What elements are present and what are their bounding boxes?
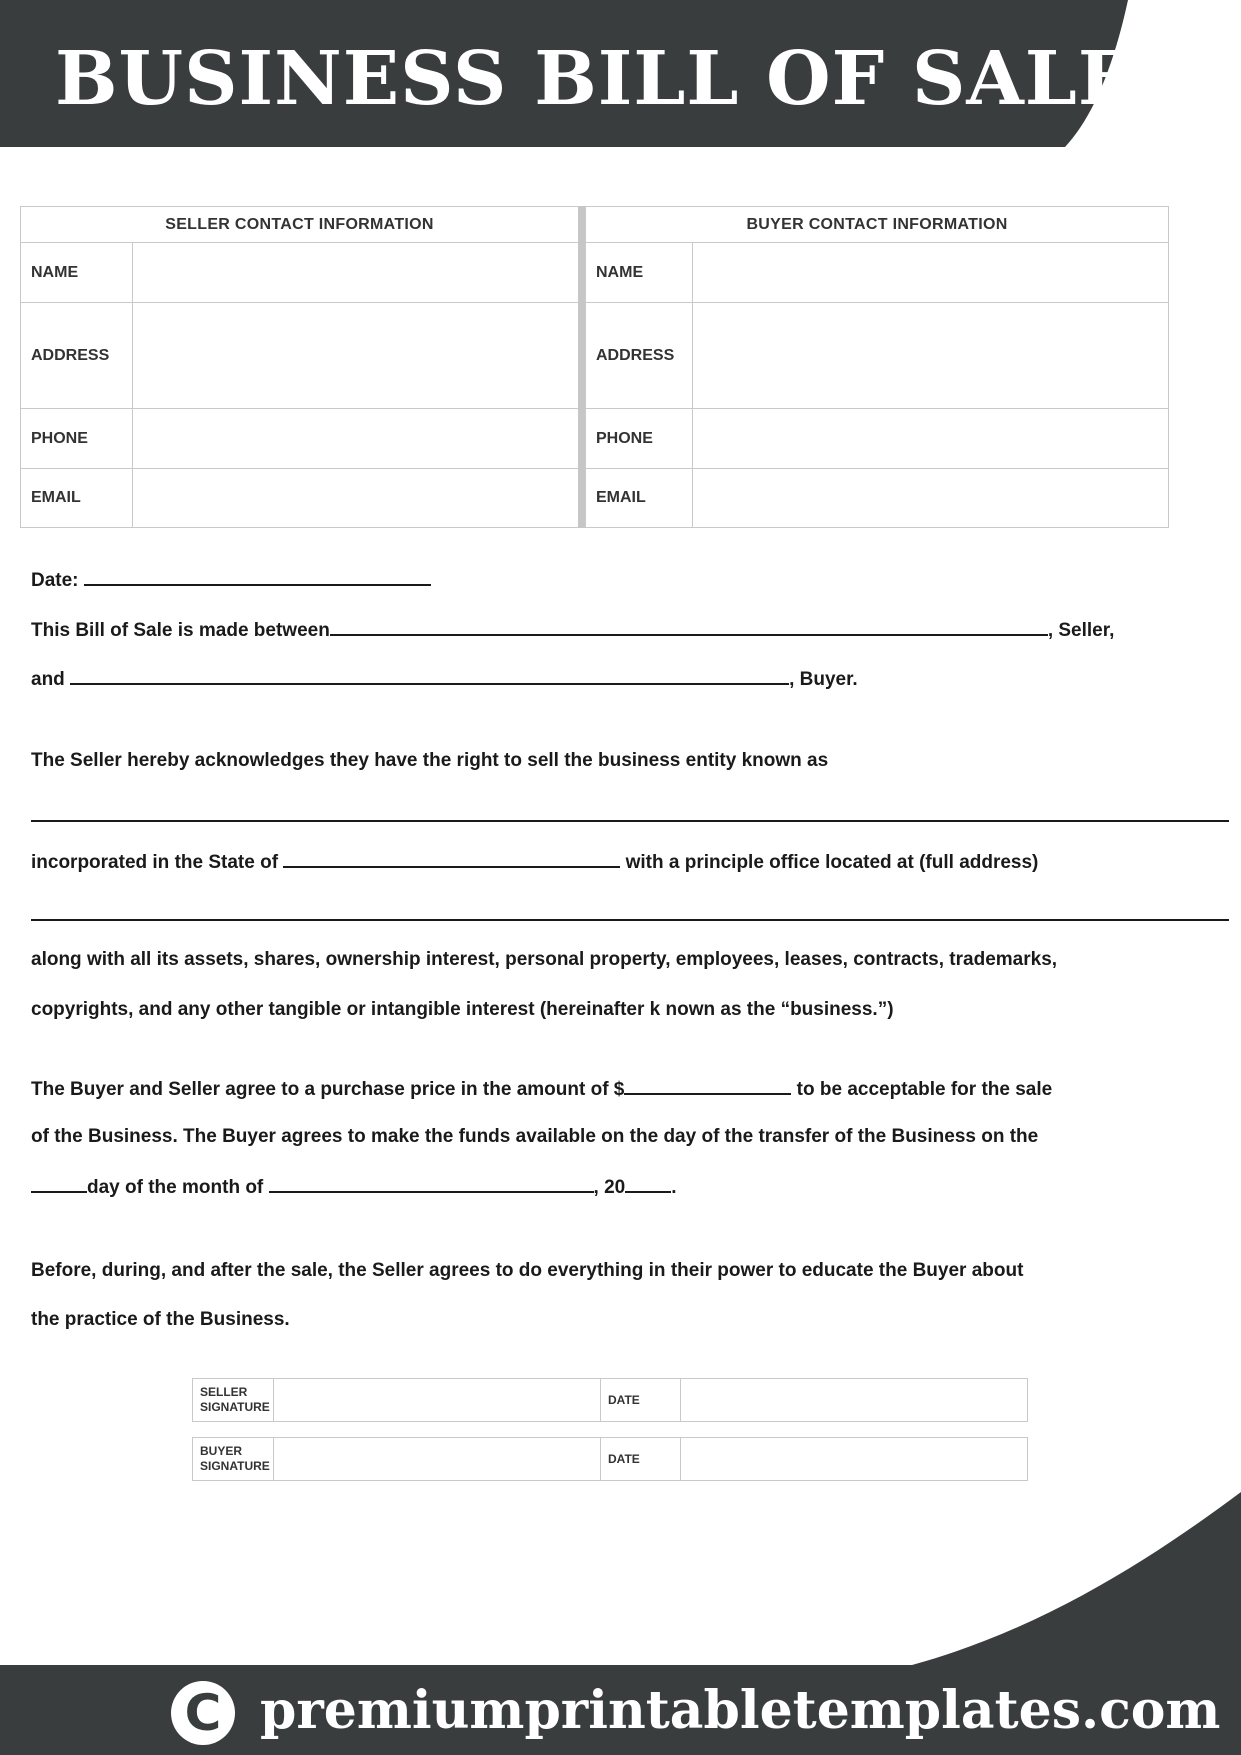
price-suffix: to be acceptable for the sale xyxy=(796,1079,1053,1100)
date-label: Date: xyxy=(31,570,79,591)
seller-name-field[interactable] xyxy=(133,243,579,303)
header-banner xyxy=(0,0,1241,150)
price-prefix: The Buyer and Seller agree to a purchase price in the amount of $ xyxy=(31,1079,625,1100)
date-blank[interactable] xyxy=(84,568,431,586)
assets-line-1: along with all its assets, shares, ownership interest, personal property, employees, leases, contracts, trademarks, xyxy=(31,949,1058,970)
buyer-email-label: EMAIL xyxy=(586,469,693,528)
price-blank[interactable] xyxy=(624,1077,791,1095)
buyer-address-field[interactable] xyxy=(693,303,1169,409)
seller-signature-table xyxy=(192,1378,1028,1422)
seller-signature-field[interactable] xyxy=(274,1379,601,1422)
column-divider xyxy=(578,206,585,528)
and-label: and xyxy=(31,669,65,690)
parties-line xyxy=(31,618,1114,642)
date-line xyxy=(31,568,431,592)
buyer-date-label: DATE xyxy=(601,1438,681,1481)
buyer-name-blank[interactable] xyxy=(70,667,789,685)
buyer-date-field[interactable] xyxy=(681,1438,1028,1481)
buyer-contact-table xyxy=(585,206,1169,528)
buyer-phone-field[interactable] xyxy=(693,409,1169,469)
buyer-email-field[interactable] xyxy=(693,469,1169,528)
month-blank[interactable] xyxy=(269,1175,594,1193)
office-address-blank[interactable] xyxy=(31,919,1229,921)
seller-contact-table xyxy=(20,206,579,528)
educate-line-2: the practice of the Business. xyxy=(31,1309,290,1330)
seller-signature-label: SELLER SIGNATURE xyxy=(193,1379,274,1422)
copyright-icon: C xyxy=(171,1681,235,1745)
seller-date-field[interactable] xyxy=(681,1379,1028,1422)
seller-address-field[interactable] xyxy=(133,303,579,409)
seller-phone-label: PHONE xyxy=(21,409,133,469)
year-suffix: . xyxy=(671,1177,677,1198)
state-blank[interactable] xyxy=(283,850,620,868)
seller-suffix: , Seller, xyxy=(1047,620,1115,641)
buyer-name-label: NAME xyxy=(586,243,693,303)
buyer-signature-table xyxy=(192,1437,1028,1481)
educate-line-1: Before, during, and after the sale, the Seller agrees to do everything in their power to educate the Buyer about xyxy=(31,1260,1024,1281)
principal-office-text: with a principle office located at (full address) xyxy=(625,852,1039,873)
seller-name-blank[interactable] xyxy=(330,618,1048,636)
acknowledge-text: The Seller hereby acknowledges they have the right to sell the business entity known as xyxy=(31,750,829,771)
incorporated-line xyxy=(31,850,1038,874)
buyer-signature-field[interactable] xyxy=(274,1438,601,1481)
day-blank[interactable] xyxy=(31,1175,87,1193)
buyer-line xyxy=(31,667,858,691)
made-between-text: This Bill of Sale is made between xyxy=(31,620,330,641)
seller-address-label: ADDRESS xyxy=(21,303,133,409)
year-blank[interactable] xyxy=(625,1175,671,1193)
buyer-contact-heading: BUYER CONTACT INFORMATION xyxy=(586,207,1169,243)
website-name: premiumprintabletemplates.com xyxy=(260,1680,1221,1741)
year-prefix: , 20 xyxy=(593,1177,626,1198)
buyer-suffix: , Buyer. xyxy=(789,669,858,690)
seller-email-field[interactable] xyxy=(133,469,579,528)
seller-email-label: EMAIL xyxy=(21,469,133,528)
funds-line: of the Business. The Buyer agrees to make the funds available on the day of the transfer of the Business on the xyxy=(31,1126,1039,1147)
seller-phone-field[interactable] xyxy=(133,409,579,469)
buyer-name-field[interactable] xyxy=(693,243,1169,303)
transfer-date-line xyxy=(31,1175,677,1199)
day-of-month-text: day of the month of xyxy=(87,1177,264,1198)
business-name-blank[interactable] xyxy=(31,820,1229,822)
buyer-phone-label: PHONE xyxy=(586,409,693,469)
seller-contact-heading: SELLER CONTACT INFORMATION xyxy=(21,207,579,243)
page-title: BUSINESS BILL OF SALE xyxy=(55,36,1136,122)
incorporated-text: incorporated in the State of xyxy=(31,852,279,873)
seller-date-label: DATE xyxy=(601,1379,681,1422)
contact-information xyxy=(20,206,1168,528)
buyer-signature-label: BUYER SIGNATURE xyxy=(193,1438,274,1481)
assets-line-2: copyrights, and any other tangible or intangible interest (hereinafter k nown as the “business.”) xyxy=(31,999,894,1020)
price-line xyxy=(31,1077,1052,1101)
buyer-address-label: ADDRESS xyxy=(586,303,693,409)
seller-name-label: NAME xyxy=(21,243,133,303)
